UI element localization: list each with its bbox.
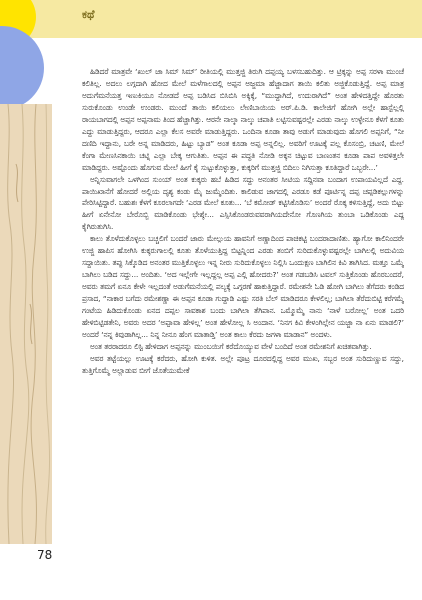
- decorative-blue-circle: [0, 26, 44, 110]
- wood-grain-pattern: [0, 104, 52, 544]
- header-band: [0, 0, 422, 38]
- decorative-wood-panel: [0, 104, 52, 544]
- paragraph: ಅವರ ತಟ್ಟೆಯಲ್ಲು ಊಟಕ್ಕೆ ಕರೆದರು, ಹೋಗಿ ಕುಳಿತ. ಅಲ್ಲೇ ಪೂಟ್ರ ದೂರದಲ್ಲಿದ್ದ ಅವರ ಮುಖ, ಸಬ್ಬರ ಅಂತ ಸುರಿದುಣ್ಣುವ ಸದ್ದು, ತುತ್ತಿಗೊಮ್ಮೆ ಅಲ್ಲಾಡುವ ಬೀಗೆ ಜೊತೆಯುಮೇಕೆ: [82, 353, 404, 375]
- paragraph: ಹಿಡಿದರೆ ಮಾತ್ರವೇ ‘ಖುಲ್ ಜಾ ಸಿಮ್ ಸಿಮ್’ ರೀತಿಯಲ್ಲಿ ಮುತ್ತಜ್ಜಿ ತಿರುಗಿ ದಪ್ಪಯ್ಯ ಬಳಸಬಹುದಿತ್ತು. ಆ ಟ್ರಿಕ್ಕನ್ನು ಅಪ್ಪ ಸರಳಾ ಮುಂಚೆ ಕಲಿತಿಲ್ಲ. ಅದಲು ಲಗ್ಗದಾಗಿ ಹೋದ ಮೇಲೆ ಮಳೆಗಾಲದಲ್ಲಿ ಅಪ್ಪನ ಅಜ್ಜಮಾ ಹೆಜ್ಜಾದಾಗ ತಾಯಿ ಕಲಿತು ಅಜ್ಜಿಕೊಡುತ್ತಿದ್ದೆ. ಅಪ್ಪ ಮಾತ್ರ ಅದುಗೆಮನೆಯತ್ತ ಇಣುಕಿಯೂ ನೋಡದೆ ಅಪ್ಪ ಬಡಿಸಿದ ಬಿಸಿಬಿಸಿ ಅಕ್ಕಿಕ್ಕೆ, “ಮುದ್ದಾಗಿದೆ, ಉದುರಾಗಿದೆ” ಅಂತ ಹೇಳಿದತ್ತಿದ್ದೇ ಹೊರತು ಸುರುಕೊಂಡು ಉಂಡೇ ಉಂಡರು. ಮುಂದೆ ತಾಯಿ ಕಲಿಯಲು ಲೇಣಿಬಾಯಿಯ ಅರ್‌.ಪಿ.ಡಿ. ಕಾಲೇಜಿಗೆ ಹೋಗಿ ಅಲ್ಲೇ ಹಾಸ್ಟೆಲ್ಲಲ್ಲಿ ರಾಯಬಾಗದಲ್ಲಿ ಅಪ್ಪನ ಅಪ್ಪನಾಮ ತಿಂದ ಹೆಚ್ಚಾಗಿತ್ತು. ಆರನೇ ನಾಲ್ಕಾ ನಾಲ್ಕು ಚಪಾತಿ ಲಟ್ಟಿಸುವಷ್ಟರಲ್ಲೇ ಎರಡು ನಾಲ್ಕು ಉಳ್ಳೇನೂ ಕೆಳಗೆ ಕೂತು ಎದ್ದು ಮಾಡುತ್ತಿದ್ದರು, ಆದರೂ ಎಲ್ಲಾ ಕೆಲಸ ಅವರೇ ಮಾಡುತ್ತಿದ್ದರು. ಒಂದಿನಾ ಕೂಡಾ ತಾವು ಅಡುಗೆ ಮಾಡುವುದು ಹೊಗಲಿ ಅಪ್ಪನಿಗೆ, “ನೀ ದಣಿದಿ ಇದ್ದಾನು, ಬರೇ ಅನ್ನ ಮಾಡಿದರು, ಹಿಟ್ಟು ಬ್ಯಾಡ” ಅಂತ ಕೂಡಾ ಅಪ್ಪ ಅನ್ನಲಿಲ್ಲ. ಅವರಿಗೆ ಊಟಕ್ಕೆ ಪಲ್ಲ ಕೊಸಂಬ್ರಿ, ಚಟಣಿ, ಮೇಲೆ ಕೆಂಗಾ ಮೇಣಸಿನಕಾಯಿ ಚಟ್ನಿ ಎಲ್ಲಾ ಬೇಕ್ಕ ಆಗುತಿತು. ಅಪ್ಪನ ಈ ಪದ್ಧತಿ ನೋಡಿ ಅಕ್ಕನ ಚಿಟ್ಟುವ ಬಾಣಂತನ ಕೂಡಾ ಪಾಪ ಅವಳಿತ್ತಲೇ ಮಾಡಿದ್ದರು. ಅಷ್ಟೊಂದು ಹೊಗುವ ಮೇಲೆ ಹೀಗೆ ಕೈ ಸುಟ್ಟುಕೊಳ್ಳುತ್ತಾ, ಕುಕ್ಕರಿಗೆ ಮುತ್ತಜ್ಜಿ ಬಿದಿಲು ನಿಗಿಸುತ್ತಾ ಕೂತಿದ್ದಾರೆ ಒಬ್ಬರೇ...’: [82, 67, 404, 172]
- paragraph: ಅಂತ ತರರಾದರೂ ಲಿಸ್ಟಿ ಹೇಳಿದಾಗ ಅಪ್ಪನನ್ನು ಮುಂಬಯಿಗೆ ಕರೆದೊಯ್ಯುವ ವೇಳೆ ಬಂದಿದೆ ಅಂತ ರಮೇಶನಿಗೆ ಖಚಿತವಾಗಿತ್ತು.: [90, 341, 372, 351]
- page-number: 78: [37, 548, 53, 562]
- paragraph: ಕಾಲು ತೊಳೆದುಕೊಳ್ಳಲು ಬಚ್ಚಲಿಗೆ ಬಂದರೆ ಜಾರು ಮೇಲ್ಗುಯ ಹಾವನಿಗೆ ಅಣ್ಣಾದಿಂದ ಪಾಚಿಕಟ್ಟಿ ಬಂದರಾದಾಣಿತು. ಹ್ಯಾಗೋ ಕಾಲಿನಿಂದರೇ ಉಜ್ಜಿ ಹಾಪಿಸ ಹೋಗಿಸಿ ಕುಕ್ಕರುಗಾಲಲ್ಲಿ ಕೂತು ತೊಳೆಯುತ್ತಿದ್ದ ಬಿಟ್ಟನ್ನಿಂದ ಎರಡು ತಂಬಿಗೆ ಸುರಿದುಕೊಳ್ಳುವಷ್ಟರಲ್ಲೇ ಬಾಗಿಲಲ್ಲಿ ಅದುವಿಯ ಸದ್ದಾಯಿತು. ತಪ್ಪು ಸಿಕ್ಕೊಡಿದ ಅನಂತರ ಮುತ್ತಿಕೊಳ್ಳಲು ಇನ್ನ ನೀರು ಸುರಿದುಕೊಳ್ಳಲು ನಿಲ್ಲಿಸಿ ಒಂದುಕ್ಷಣ ಬಾಗಿಲಿನ ಕಿವಿ ತಾಗಿಸಿದ. ಮತ್ತೂ ಒಮ್ಮೆ ಬಾಗಿಲು ಬಡಿದ ಸದ್ದು... ಅಂದಿತು. ‘ಅದ ಇಲ್ಲೇಗೇ ಇಲ್ಲದ್ದಲ್ಲ ಅಪ್ಪ ಎಲ್ಲಿ ಹೋದರು?’ ಅಂತ ಗಡಬಡಿಸಿ ಟವಲ್ ಸುತ್ತಿಕೊಂಡು ಹೊರಬಂದರೆ, ಅವರು ತಮಗೆ ಏನೂ ಕೇಳೇ ಇಲ್ಲದಂತೆ ಅಡುಗೆಮನೆಯಲ್ಲಿ ಪಲ್ಯಕ್ಕೆ ಒಗ್ಗರಣೆ ಹಾಕುತ್ತಿದ್ದಾರೆ. ರಮೇಶನೇ ಓಡಿ ಹೋಗಿ ಬಾಗಿಲು ತೆಗೆದರು ಕಂಡಿದ ಪ್ರಸಾದ, “ನಾಕಾರ ಬಗೆದು ರಮೇಶಣ್ಣಾ ಈ ಅಪ್ಪನ ಕೂಡಾ ಗುದ್ದಾಡಿ ಎಷ್ಟು ಸರತಿ ಬೆಲ್ ಮಾಡಿದರೂ ಕೇಳಲಿಲ್ಲ; ಬಾಗಿಲಾ ತೆರೆದುಬಿಟ್ಟಿ ಕರೆಗಮ್ಮೆ ಗಂಟೆಯ ಹಿಡಿದುಕೊಂಡು ಏನದ ದಪ್ಪಲ ಸಾವಕಾಶ ಬಂದು ಬಾಗಿಲಾ ತೆಗಿಪಾನ. ಒಮ್ಮೊಮ್ಮೆ ನಾನು ‘ನಾಳೆ ಬರೋಲ್ಲ’ ಅಂತ ಒದರಿ ಹೇಳಿಬಿಟ್ಟಿಡತೇನಿ, ಅವರು ಅದರ ‘ಅಪ್ಪಾವಾ ಹೇಳಿಲ್ಲ’ ಅಂತ ಹೇಳೋಲ್ಲ ಸಿ ಅಂದಾನ. ‘ನಿನಗ ಕಿವಿ ಕೇಳಂಗಿಲ್ಲೇನ ಯಜ್ಜಾ ನಾ ಏನು ಮಾಡಲಿ?’ ಅಂದರೆ ‘ನನ್ನ ಕಿವುಡಾಗಿಲ್ಲ... ನಿನ್ನ ನೀನೂ ಹೆಂಗ ಮಾತಾಡ್ತಿ’ ಅಂತ ಕಾಲು ಕೆರದು ಜಗಳಾ ಮಾಡಾನ” ಅಂದಳು.: [82, 234, 404, 339]
- paragraph: ಅನ್ನಿಸುವಾಗಲೇ ಒಳಗಿಂದ ಸುಂಯ್ ಅಂತ ಕುಕ್ಕರು ಹಬೆ ಹಿಡಿದ ಸದ್ದು ಅನಂತರ ಸೀಟಿಯ ಸದ್ದಿನವಾ ಬಂದಾಗ ಉಪಾಯವಿಲ್ಲದೆ ಎದ್ದ. ಪಾಯಿಖಾನೆಗೆ ಹೋದರೆ ಅಲ್ಲಿಯ ದೃಶ್ಯ ಕಂಡು ಮೈ ಜುಮ್ಮೆಂದಿತು. ಕಾಲಿಡುವ ಜಾಗದಲ್ಲಿ ಎರಡೂ ಕಡೆ ಪೂರ್ಟಿನ್ನ ದಪ್ಪ ಚಪ್ಪಡಿಕಲ್ಲುಗಳನ್ನು ಪೇರಿಸಿಟ್ಟಿದ್ದಾರೆ. ಬಹುಶಃ ಕೆಳಗೆ ಕೂರಲಾಗದೇ ‘ಎರಡ ಮೇಲೆ ಕೂತು... ‘ಬೆ ಕಮೋಡ್ ಕಟ್ಟಿಸಿಕೊಡಿಸು’ ಅಂದರೆ ರೊಕ್ಕ ಕಳಿಸುತ್ತಿದ್ದೆ, ಅದು ಬಿಟ್ಟು ಹೀಗೆ ಏನೇನೋ ಬೇರೊಬ್ಬಿ ಮಾಡಿಕೊಂಡು ಭೇಶ್ಶೇ... ಎಸ್ಸಿಸಿಕೊಂಡರುವವರಾಗಿಯದೇನೋ ಗೊಣಗಿಯ ತುಂಬಾ ಒಡಿಕೊಂಡು ಎದ್ದ ಕೈಗಿರುತುಗಿಸಿ.: [82, 174, 404, 232]
- section-title: ಕಥೆ: [82, 8, 95, 21]
- article-body: [82, 66, 404, 596]
